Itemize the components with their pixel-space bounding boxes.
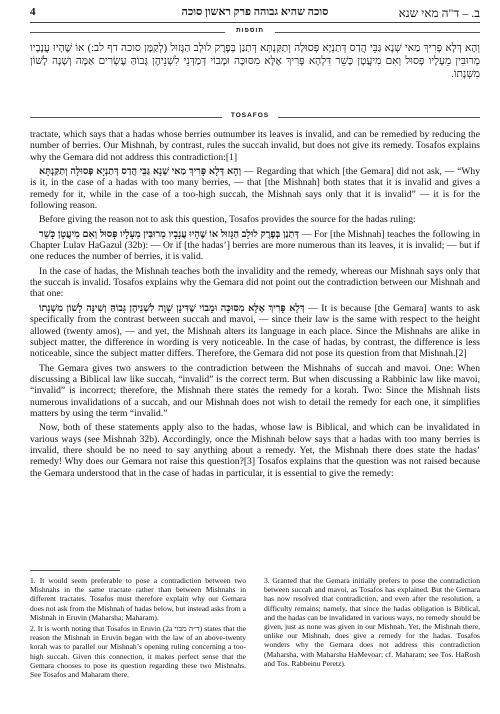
hebrew-phrase: וְאִם מִיעֲטָן כָּשֵׁר [39,228,98,240]
tosafos-hebrew-label: תוספות [236,27,264,34]
paragraph [30,229,480,263]
footnote: 1. It would seem preferable to pose a contradiction between two Mishnahs in the same tractate rather than between Mishnahs in different tractates. Tosafos must therefore explain why our Gemara does not ask from the Mishnah of hadas below, but instead asks from a Mishnah in Eruvin (Maharsha; Maharam). [30,576,246,622]
hebrew-phrase: דְּלָא פָּרִיךְ אֶלָּא מִסּוּכָּה וּמָבוֹי [199,302,305,314]
divider [30,117,222,118]
paragraph: tractate, which says that a hadas whose berries outnumber its leaves is invalid, and can be remedied by reducing the number of berries. Our Mishnah, by contrast, rules the succah invalid, but does not give its remedy. Tosafos explains why the Gemara did not address this contradiction:[1] [30,129,480,163]
paragraph: Before giving the reason not to ask this question, Tosafos provides the source for the hadas ruling: [39,214,416,226]
paragraph [30,303,480,360]
tosafos-english-label: TOSAFOS [230,112,270,119]
paragraph-text: — It is because [the Gemara] wants to ask specifically from the contrast between succah and mavoi, — since their law is the same with respect to the height allowed (twenty amos), — and yet, the Mishnah alters its language in each place. Since the Mishnahs are alike in subject matter, the difference in wording is very noticeable. In the case of hadas, by contrast, the difference is less noticeable, since the subject matter differs. Therefore, the Gemara did not pose its question from that Mishnah.[2] [30,302,480,360]
divider [275,32,480,33]
footnote: 2. It is worth noting that Tosafos in Eruvin (2a ד״ה מבוי) states that the reason the Mishnah in Eruvin began with the law of an above-twenty korah was to parallel our Mishnah’s opening ruling concerning a too-high succah. Given this connection, it makes perfect sense that the Gemara chooses to pose its question regarding these two Mishnahs. See Tosafos and Maharam there. [30,624,246,680]
page-number: 4 [30,6,36,18]
hebrew-phrase: שֶׁדִּינָן שָׁוֶה לִשְׁנֵיהֶן גָּבוֹהַּ [110,302,196,314]
paragraph: Now, both of these statements apply also to the hadas, whose law is Biblical, and which can be invalidated in various ways (see Mishnah 32b). Accordingly, once the Mishnah below says that a hadas with too many berries is invalid, there should be no need to say anything about a remedy. Yet, the Mishnah there does state the hadas’ remedy! Why does our Gemara not raise this question?[3] Tosafos explains that the question was not raised because the Gemara understood that in the case of hadas in particular, it is essential to give the remedy: [30,422,480,479]
hebrew-phrase: מַאי שְׁנָא גַּבֵּי הֲדַס [121,166,187,178]
hebrew-phrase: דְּתַנַן בְּפֶרֶק לוּלָב הַגָּזוּל [220,228,299,240]
running-title: סוכה שהיא גבוהה פרק ראשון סוכה [181,6,329,18]
footnote-divider [30,570,120,571]
paragraph-text: — For [the Mishnah] teaches the following in Chapter Lulav HaGazul (32b): — Or if [the hadas’] berries are more numerous than its leaves, it is invalid; — but if one reduces the number of berries, it is valid. [30,228,481,263]
folio-reference: ב. – ד"ה מאי שנא [398,6,480,20]
paragraph-text: — Regarding that which [the Gemara] did not ask, — “Why is it, in the case of a hadas with too many berries, — that [the Mishnah] both states that it is invalid and gives a remedy for it, while in the case of a too-high succah, the Mishnah says only that it is invalid” — it is for the following reason. [30,166,481,212]
hebrew-phrase: דְּתַנְיָא פְּסוּלָה וְתַקַּנְתָּא [39,166,119,178]
divider [278,117,480,118]
paragraph: In the case of hadas, the Mishnah teaches both the invalidity and the remedy, whereas our Mishnah says only that the succah is invalid. Tosafos explains why the Gemara did not point out the contradiction between our Mishnah and that one: [30,265,480,300]
page-header [30,4,480,23]
footnotes-left-column [30,576,246,681]
hebrew-phrase: אוֹ שֶׁהָיוּ עֲנָבָיו מְרוּבִּין מֵעָלָיו פָּסוּל [99,228,219,240]
divider [30,32,225,33]
english-commentary [30,129,480,482]
footnotes-right-column [264,576,480,670]
paragraph [30,166,480,211]
hebrew-phrase: וְהָא דְּלָא פָּרִיךְ [188,166,242,178]
hebrew-phrase: וְשִׁינָּה לָשׁוֹן מִשְׁנָתוֹ [39,302,107,314]
paragraph: The Gemara gives two answers to the contradiction between the Mishnahs of succah and mavoi. One: When discussing a Biblical law like succah, “invalid” is the correct term. But when discussing a Rabbinic law like mavoi, “invalid” is incorrect; therefore, the Mishnah there states the remedy for a korah. Two: Since the Mishnah lists numerous invalidations of a succah, and our Mishnah does not wish to detail the remedy for each one, it simplifies matters by using the term “invalid.” [30,362,480,419]
hebrew-tosafos-text: וְהָא דְּלָא פָּרִיךְ מַאי שְׁנָא גַּבֵּי הֲדַס דְּתַנְיָא פְּסוּלָה וְתַקַּנְתָּא דְּתַנַן בְּפֶרֶק לוּלָב הַגָּזוּל (לְקַמָּן סוכה דף לב:) אוֹ שֶׁהָיוּ עֲנָבָיו מְרוּבִּין מֵעָלָיו פָּסוּל וְאִם מִיעֲטָן כָּשֵׁר דִּלְהָא פָּרִיךְ אֶלָּא מִסּוּכָּה וּמָבוֹי דְּמַדְּנֵי לִשְׁנֵיהֶן גָּבוֹהַּ עֶשְׂרִים אַמָּה וְשָׁנָה לָשׁוֹן מִשְׁנָתוֹ. [30,43,480,80]
footnote: 3. Granted that the Gemara initially prefers to pose the contradiction between succah and mavoi, as Tosafos has explained. But the Gemara has now resolved that contradiction, and even after the resolution, a difficulty remains; namely, that since the hadas obligation is Biblical, and the hadas can be invalidated in various ways, no remedy should be given, just as none was given in our Mishnah. Yet, the Mishnah there, unlike our Mishnah, does give a remedy for the hadas. Tosafos wonders why the Gemara does not address this contradiction (Maharsha, with Maharsha HaMevoar; cf. Maharam; see Tos. HaRosh and Tos. Rabbeinu Peretz). [264,576,480,668]
